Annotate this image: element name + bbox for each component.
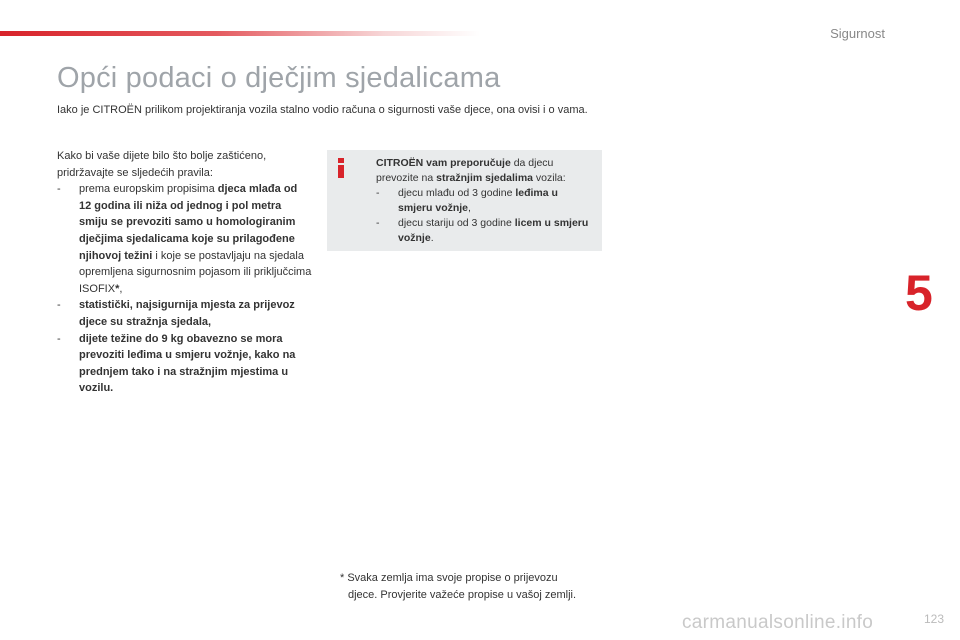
footnote-line-1: * Svaka zemlja ima svoje propise o prijevozu <box>340 572 558 584</box>
recommendation-list <box>376 186 594 246</box>
left-column <box>57 148 312 397</box>
list-item: - djecu mlađu od 3 godine leđima u smjeru vožnje, <box>376 187 558 214</box>
list-dash: - <box>57 332 61 345</box>
list-dash: - <box>57 299 61 312</box>
recommendation-lead: CITROËN vam preporučuje da djecu prevozite na stražnjim sjedalima vozila: <box>376 157 566 184</box>
page-number: 123 <box>923 612 944 626</box>
footnote-line-2: djece. Provjerite važeće propise u vašoj zemlji. <box>348 588 577 601</box>
list-item: - statistički, najsigurnija mjesta za prijevoz djece su stražnja sjedala, <box>57 299 295 328</box>
header-accent-bar <box>0 31 480 36</box>
list-item: - prema europskim propisima djeca mlađa od 12 godina ili niža od jednog i pol metra smiju se prevoziti samo u homologiranim dječjima sjedalicama koje su prilagođene njihovoj težini i koje se postavljaju na sjedala opremljena sigurnosnim pojasom ili priključcima ISOFIX*, <box>57 183 312 295</box>
section-label: Sigurnost <box>830 26 885 41</box>
recommendation-text <box>376 156 594 246</box>
footnote <box>340 570 610 603</box>
list-item: - djecu stariju od 3 godine licem u smjeru vožnje. <box>376 217 589 244</box>
info-icon <box>337 158 346 178</box>
rules-lead: Kako bi vaše dijete bilo što bolje zaštićeno, pridržavajte se sljedećih pravila: <box>57 150 267 179</box>
list-dash: - <box>57 183 61 196</box>
chapter-number: 5 <box>905 265 933 321</box>
watermark: carmanualsonline.info <box>682 612 874 633</box>
page-title: Opći podaci o dječjim sjedalicama <box>57 62 501 94</box>
recommendation-box <box>327 150 602 251</box>
intro-paragraph: Iako je CITROËN prilikom projektiranja vozila stalno vodio računa o sigurnosti vaše djece, ona ovisi i o vama. <box>57 104 588 116</box>
rules-list <box>57 181 312 397</box>
list-item: - dijete težine do 9 kg obavezno se mora prevoziti leđima u smjeru vožnje, kako na prednjem tako i na stražnjim mjestima u vozilu. <box>57 332 296 395</box>
